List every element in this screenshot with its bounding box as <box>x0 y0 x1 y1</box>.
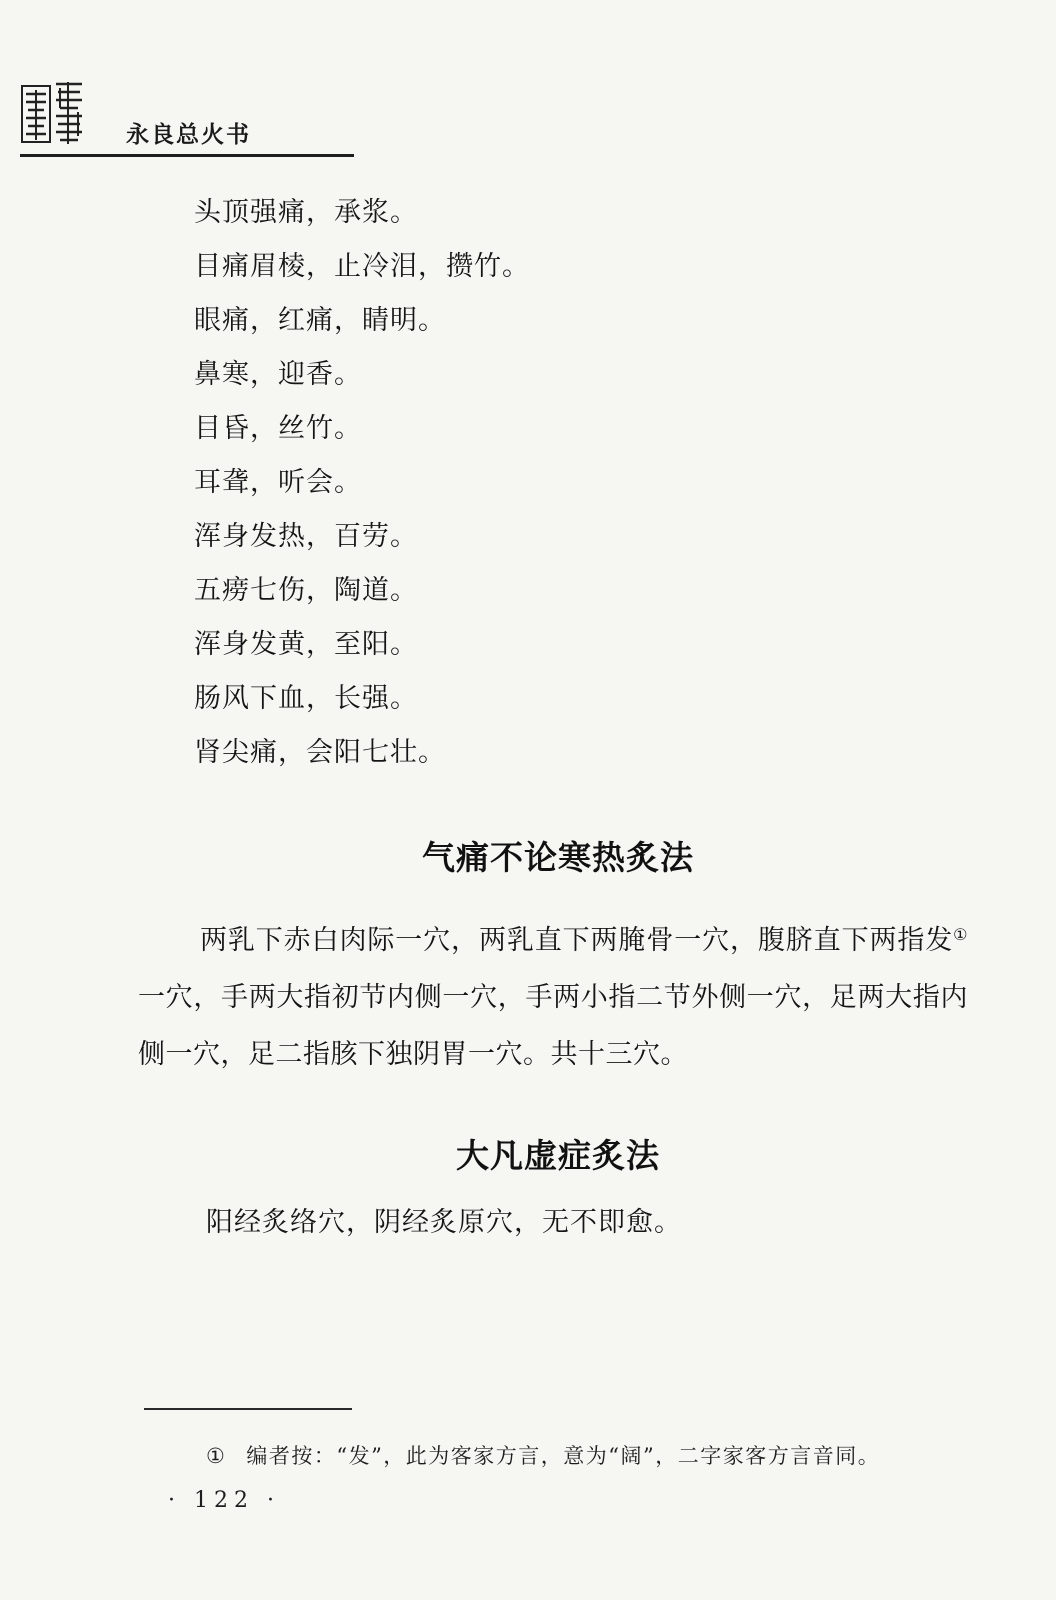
seal-logo-icon <box>20 78 86 148</box>
running-header-title: 永良总火书 <box>126 122 251 148</box>
verse-line: 鼻寒，迎香。 <box>194 359 362 390</box>
verse-line: 肠风下血，长强。 <box>194 683 418 714</box>
section-heading: 气痛不论寒热炙法 <box>422 838 694 877</box>
verse-line: 五痨七伤，陶道。 <box>194 575 418 606</box>
footnote-marker: ① <box>206 1444 227 1468</box>
section-heading: 大凡虚症炙法 <box>456 1136 660 1175</box>
paragraph-text: 一穴，手两大指初节内侧一穴，手两小指二节外侧一穴，足两大指内侧一穴，足二指胲下独阴胃一穴。共十三穴。 <box>138 982 968 1070</box>
footnote-reference: ① <box>953 925 968 944</box>
verse-line: 浑身发黄，至阳。 <box>194 629 418 660</box>
verse-line: 浑身发热，百劳。 <box>194 521 418 552</box>
paragraph-text: 两乳下赤白肉际一穴，两乳直下两腌骨一穴，腹脐直下两指发 <box>200 925 954 956</box>
footnote <box>206 1440 880 1470</box>
page-number: · 122 · <box>168 1488 280 1513</box>
verse-list <box>194 186 530 780</box>
section-paragraph <box>138 906 968 1083</box>
verse-line: 耳聋，听会。 <box>194 467 362 498</box>
section-paragraph: 阳经炙络穴，阴经炙原穴，无不即愈。 <box>206 1207 682 1238</box>
verse-line: 目昏，丝竹。 <box>194 413 362 444</box>
verse-line: 目痛眉棱，止冷泪，攒竹。 <box>194 251 530 282</box>
footnote-rule <box>144 1408 352 1410</box>
verse-line: 头顶强痛，承浆。 <box>194 197 418 228</box>
verse-line: 眼痛，红痛，睛明。 <box>194 305 446 336</box>
header-rule <box>20 154 354 157</box>
verse-line: 肾尖痛，会阳七壮。 <box>194 737 446 768</box>
footnote-text: 编者按：“发”，此为客家方言，意为“阔”，二字家客方言音同。 <box>246 1444 881 1468</box>
